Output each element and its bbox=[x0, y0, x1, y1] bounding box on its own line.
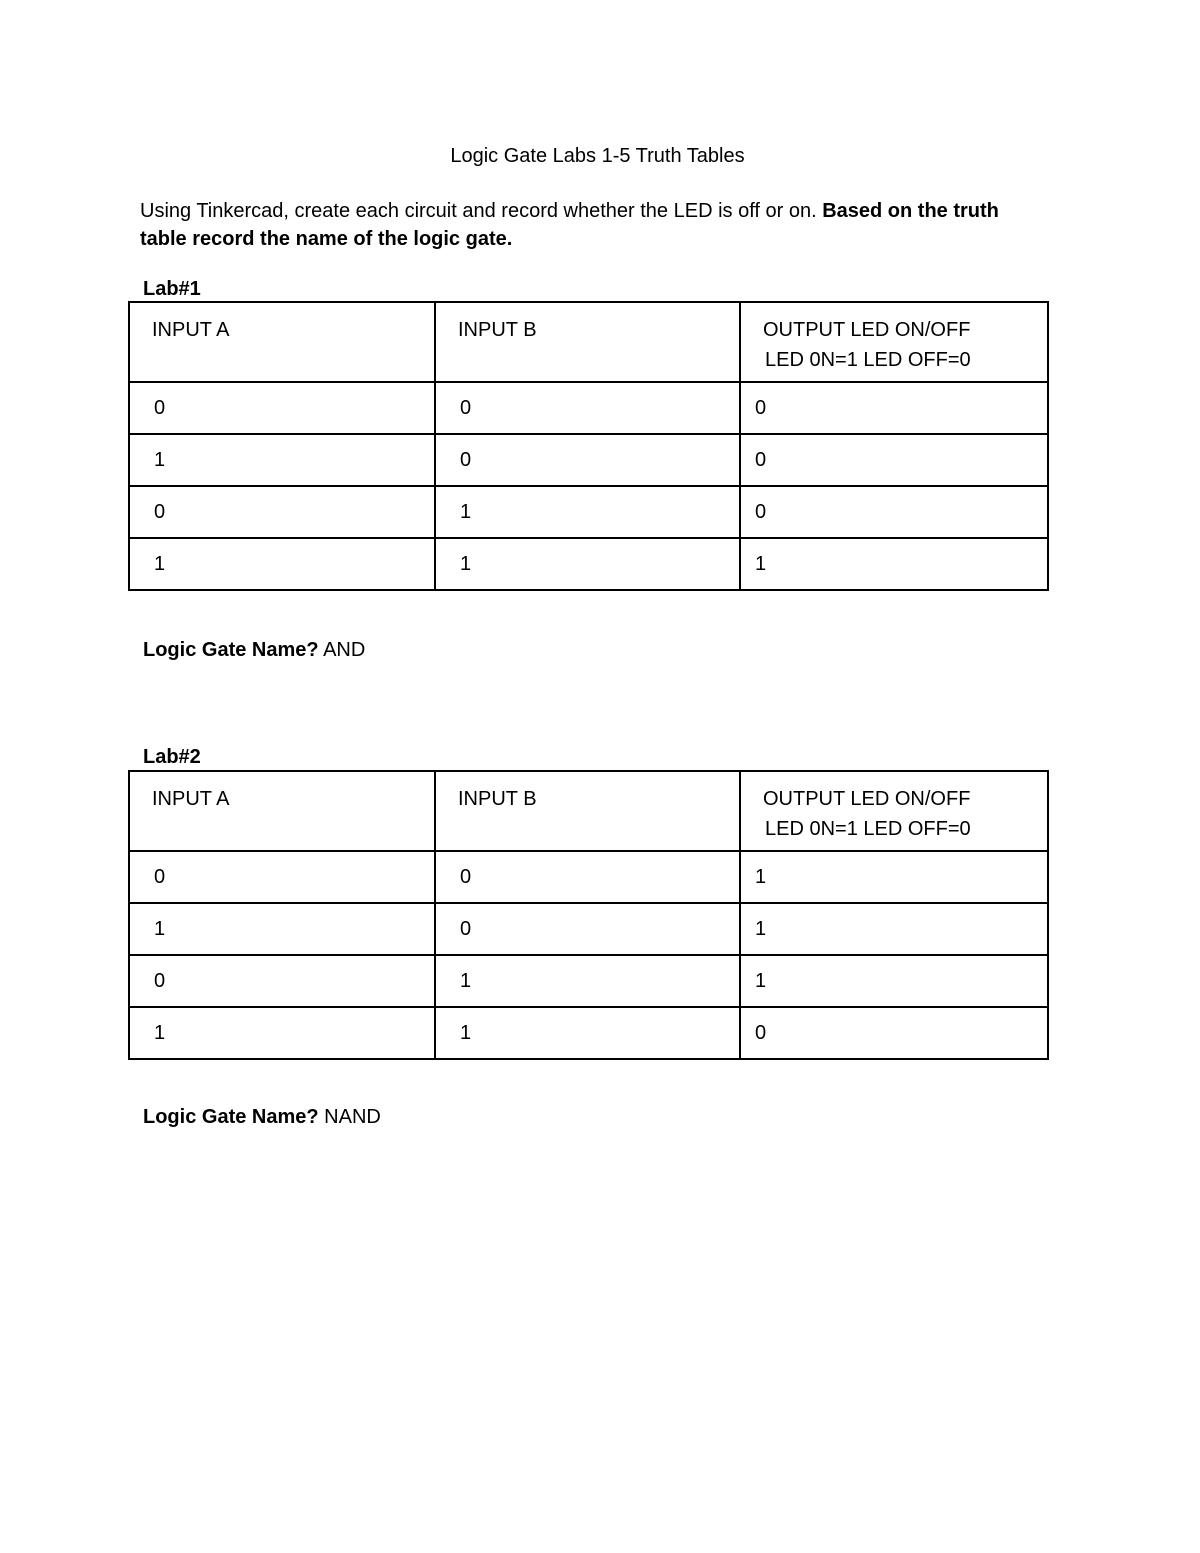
table-row bbox=[129, 434, 1048, 486]
cell-input-b: 1 bbox=[435, 538, 740, 590]
cell-output: 0 bbox=[740, 382, 1048, 434]
table-row bbox=[129, 903, 1048, 955]
gate-answer: NAND bbox=[324, 1106, 381, 1128]
header-input-b: INPUT B bbox=[435, 302, 740, 382]
cell-output: 1 bbox=[740, 955, 1048, 1007]
cell-output: 1 bbox=[740, 851, 1048, 903]
cell-input-a: 1 bbox=[129, 434, 435, 486]
lab-1-label: Lab#1 bbox=[143, 278, 201, 300]
header-input-a: INPUT A bbox=[129, 302, 435, 382]
header-input-a: INPUT A bbox=[129, 771, 435, 851]
lab-1-truth-table bbox=[128, 301, 1049, 591]
lab-2-gate-name bbox=[143, 1105, 381, 1129]
cell-output: 1 bbox=[740, 903, 1048, 955]
header-output-title: OUTPUT LED ON/OFF bbox=[763, 788, 971, 810]
header-input-b: INPUT B bbox=[435, 771, 740, 851]
table-row bbox=[129, 486, 1048, 538]
table-row bbox=[129, 851, 1048, 903]
cell-input-b: 0 bbox=[435, 382, 740, 434]
cell-input-b: 1 bbox=[435, 486, 740, 538]
page-title: Logic Gate Labs 1-5 Truth Tables bbox=[450, 145, 745, 167]
cell-input-a: 1 bbox=[129, 538, 435, 590]
table-row bbox=[129, 538, 1048, 590]
instructions-emphasis: Based on the truth table record the name of the logic gate. bbox=[140, 200, 999, 250]
lab-2-label: Lab#2 bbox=[143, 746, 201, 768]
header-output bbox=[740, 302, 1048, 382]
header-output-legend: LED 0N=1 LED OFF=0 bbox=[765, 349, 971, 371]
gate-question: Logic Gate Name? bbox=[143, 639, 319, 661]
lab-1-gate-name bbox=[143, 638, 365, 662]
table-row bbox=[129, 1007, 1048, 1059]
cell-input-a: 1 bbox=[129, 1007, 435, 1059]
cell-output: 0 bbox=[740, 1007, 1048, 1059]
header-output bbox=[740, 771, 1048, 851]
cell-input-a: 0 bbox=[129, 851, 435, 903]
cell-input-b: 1 bbox=[435, 955, 740, 1007]
cell-input-a: 0 bbox=[129, 955, 435, 1007]
table-row bbox=[129, 955, 1048, 1007]
lab-2-truth-table bbox=[128, 770, 1049, 1060]
table-row bbox=[129, 382, 1048, 434]
header-output-legend: LED 0N=1 LED OFF=0 bbox=[765, 818, 971, 840]
header-output-title: OUTPUT LED ON/OFF bbox=[763, 319, 971, 341]
instructions-text: Using Tinkercad, create each circuit and record whether the LED is off or on. bbox=[140, 200, 823, 222]
cell-input-b: 1 bbox=[435, 1007, 740, 1059]
cell-input-a: 0 bbox=[129, 486, 435, 538]
table-header-row bbox=[129, 302, 1048, 382]
cell-output: 0 bbox=[740, 486, 1048, 538]
gate-answer: AND bbox=[323, 639, 366, 661]
cell-input-b: 0 bbox=[435, 851, 740, 903]
cell-input-a: 0 bbox=[129, 382, 435, 434]
cell-input-b: 0 bbox=[435, 434, 740, 486]
cell-output: 0 bbox=[740, 434, 1048, 486]
cell-output: 1 bbox=[740, 538, 1048, 590]
cell-input-a: 1 bbox=[129, 903, 435, 955]
instructions-paragraph bbox=[140, 197, 1040, 253]
gate-question: Logic Gate Name? bbox=[143, 1106, 319, 1128]
cell-input-b: 0 bbox=[435, 903, 740, 955]
table-header-row bbox=[129, 771, 1048, 851]
